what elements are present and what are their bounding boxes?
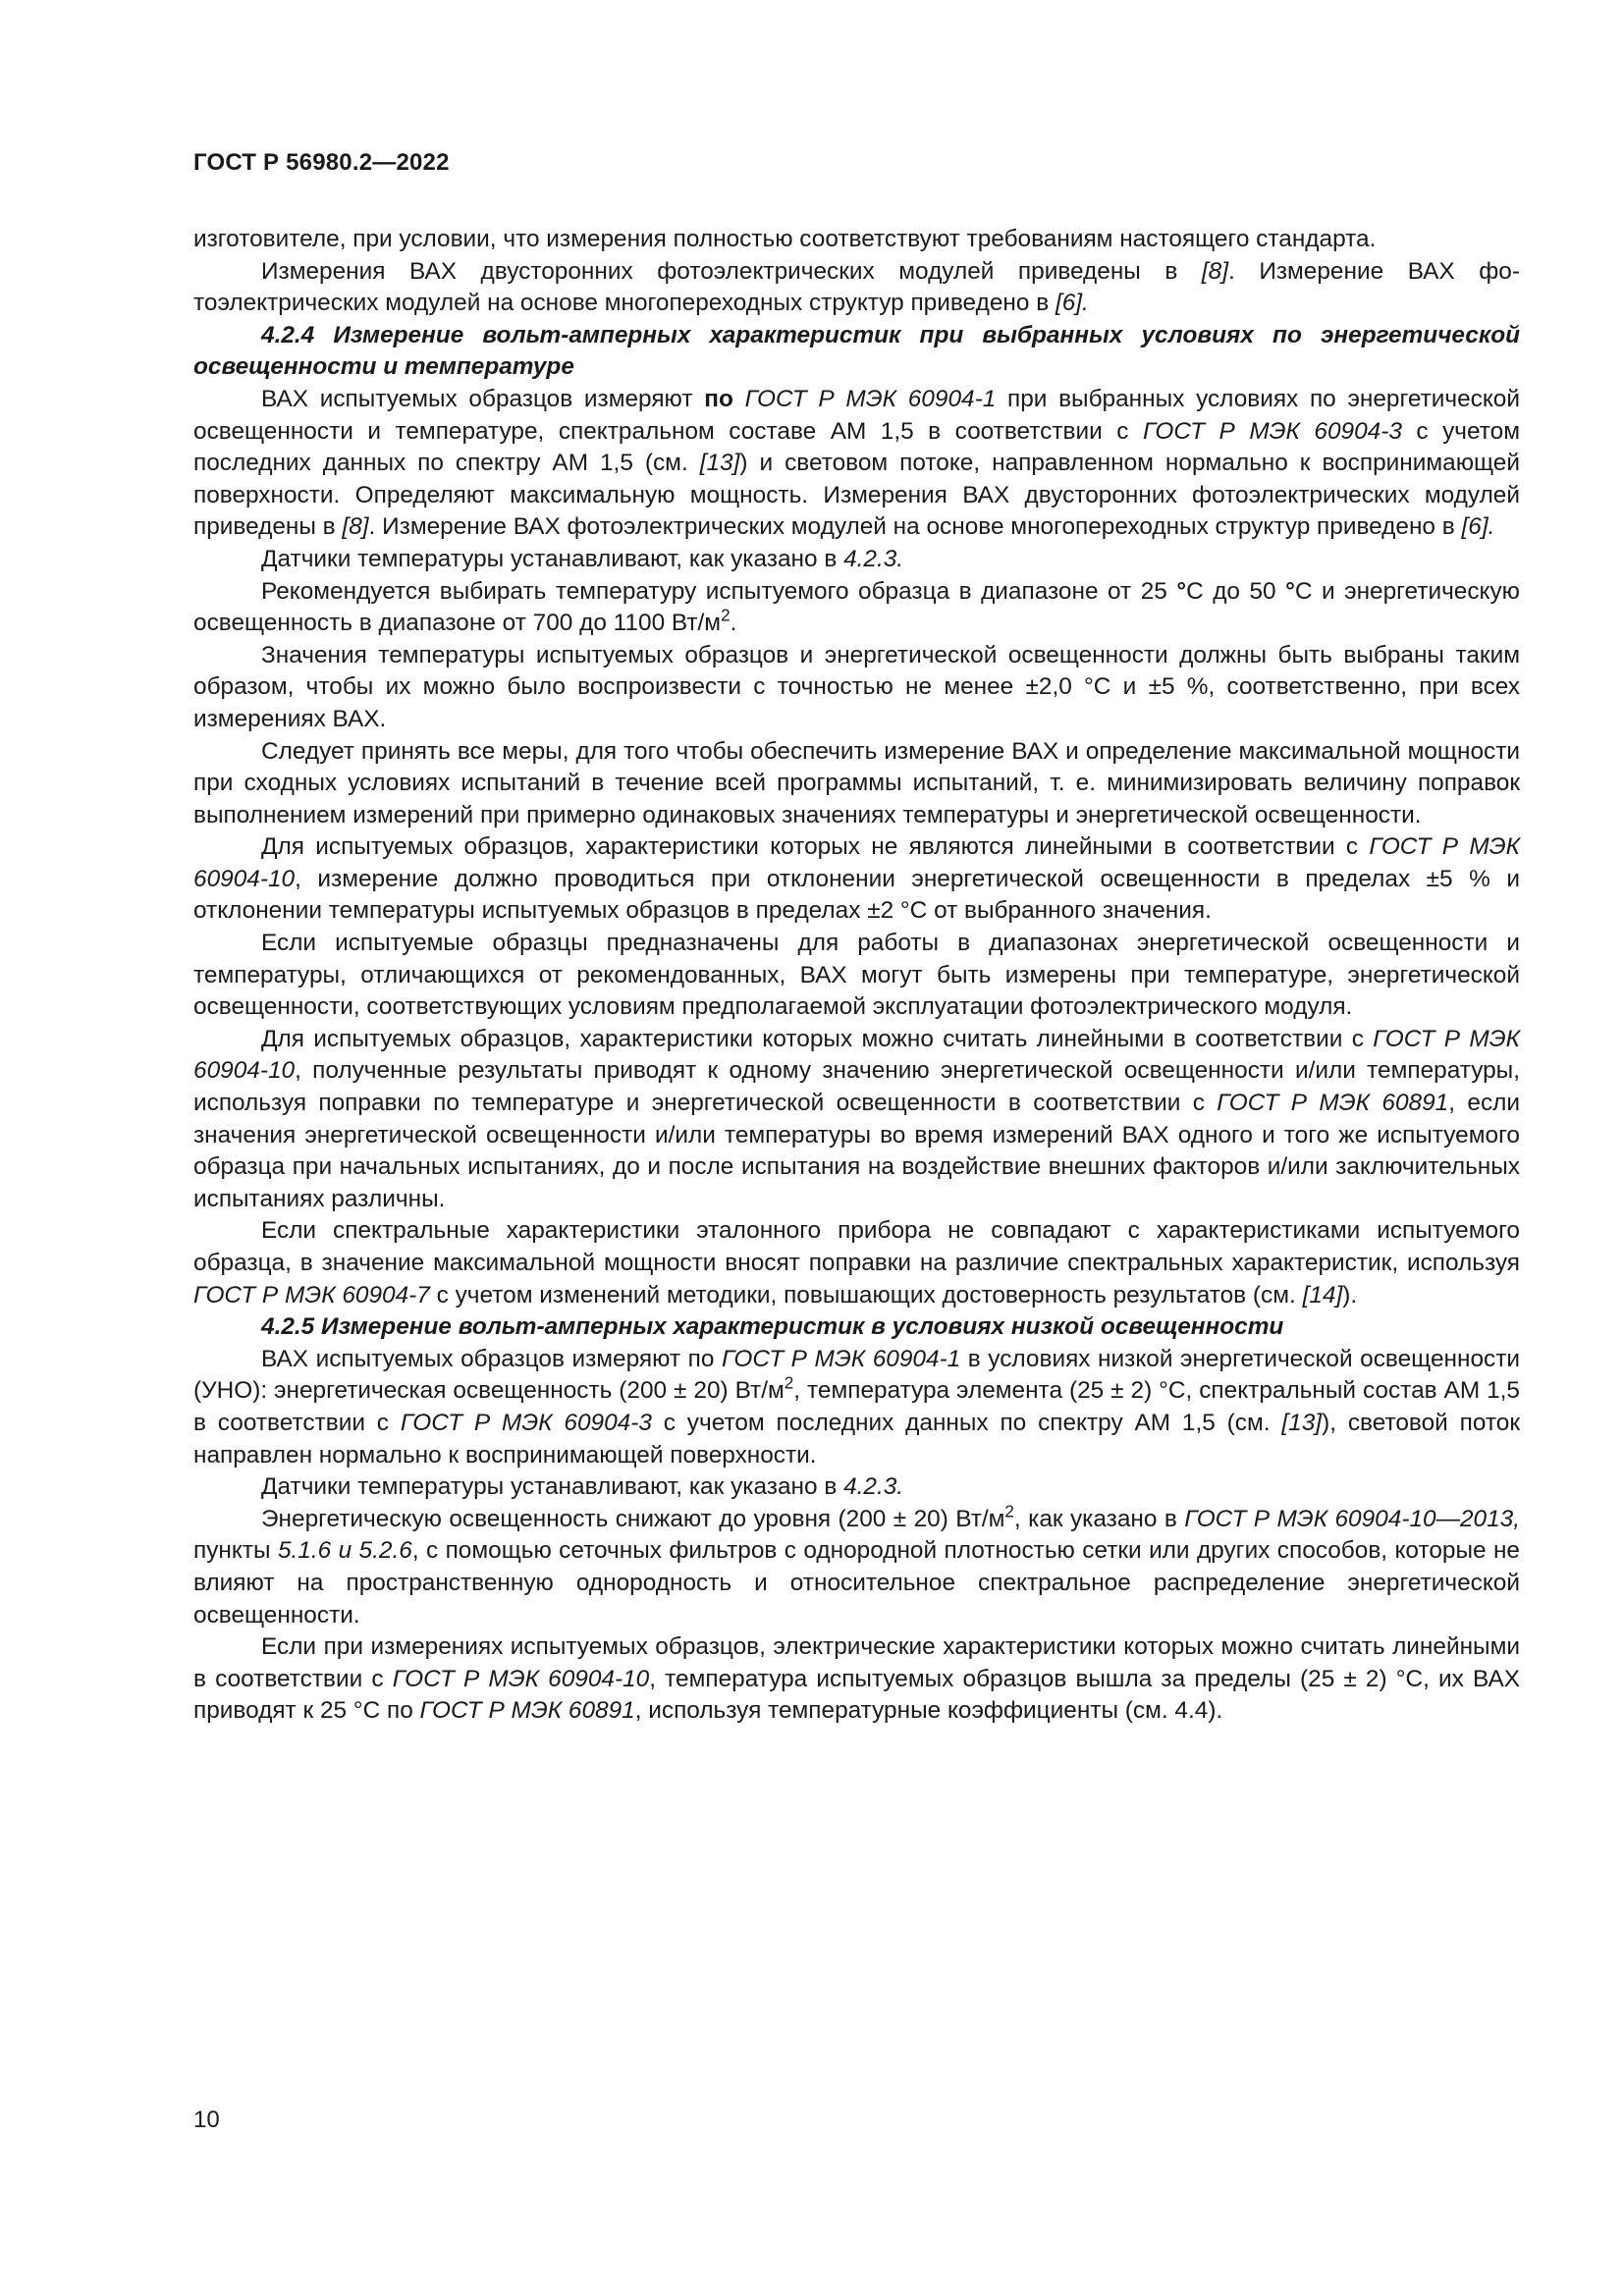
- paragraph-5: [193, 576, 1520, 640]
- text-run: ВАХ испытуемых образцов измеряют по: [261, 1345, 722, 1372]
- paragraph-12: [193, 1344, 1520, 1471]
- text-run: Энергетическую освещенность снижают до уровня (200 ± 20) Вт/м: [261, 1505, 1005, 1532]
- paragraph-15: [193, 1631, 1520, 1728]
- text-run: .: [730, 610, 737, 637]
- paragraph-6: Значения температуры испытуемых образцов и энергетической освещенности должны быть выбраны таким образом, чтобы их можно было воспроизвести с точностью не менее ±2,0 °С и ±5 %, соответственно, при всех измерениях ВАХ.: [193, 641, 1520, 732]
- text-run: Для испытуемых образцов, характеристики которых можно считать линейными в соответствии с: [261, 1025, 1374, 1052]
- text-run: , температура элемента (25 ± 2) °С, спектральный состав АМ 1,5 в соответствии с: [193, 1377, 1520, 1436]
- text-run: с учетом последних данных по спектру АМ 1,5 (см.: [193, 417, 1520, 477]
- text-run: Если спектральные характеристики эталонного прибора не совпадают с характеристиками испытуемого образца, в значение максимальной мощности вносят поправки на различие спектральных характеристик, используя: [193, 1217, 1520, 1276]
- text-run: С и энергетическую освещенность в диапазоне от 700 до 1100 Вт/м: [193, 577, 1520, 637]
- text-run: , температура испытуемых образцов вышла за пределы (25 ± 2) °С, их ВАХ приводят к 25 °С по: [193, 1665, 1520, 1725]
- superscript: 2: [784, 1373, 794, 1393]
- text-run: Датчики температуры устанавливают, как указано в: [261, 545, 844, 572]
- superscript: 2: [1004, 1502, 1014, 1522]
- text-run: Датчики температуры устанавливают, как указано в: [261, 1473, 844, 1501]
- text-run: при выбранных условиях по энергетической освещенности и температуре, спектральном составе АМ 1,5 в соответствии с: [193, 385, 1521, 445]
- text-run: с учетом изменений методики, повышающих достоверность результатов (см.: [429, 1281, 1303, 1308]
- document-header: ГОСТ Р 56980.2—2022: [193, 149, 450, 176]
- text-run: Для испытуемых образцов, характеристики которых не являются линейными в соответствии с: [261, 833, 1370, 861]
- paragraph-8: [193, 831, 1520, 928]
- paragraph-3: [193, 384, 1520, 544]
- clause-reference: 5.1.6 и 5.2.6: [277, 1537, 412, 1565]
- section-heading-4-2-5: 4.2.5 Измерение вольт-амперных характеристик в условиях низкой освещенности: [261, 1313, 1284, 1341]
- text-run: . Измерение ВАХ фотоэлектрических модулей на основе многопереходных структур приведено в: [368, 513, 1462, 541]
- standard-reference: ГОСТ Р МЭК 60904-10: [193, 833, 1520, 892]
- page-number: 10: [193, 2107, 220, 2133]
- degree-symbol: °: [1176, 577, 1187, 605]
- reference: [6].: [1055, 290, 1089, 317]
- paragraph-7: Следует принять все меры, для того чтобы обеспечить измерение ВАХ и определение максимальной мощности при сходных условиях испытаний в течение всей программы испытаний, т. е. минимизировать величину поправок выполнением измерений при примерно одинаковых значениях температуры и энергетической освещенности.: [193, 737, 1520, 828]
- reference: [8]: [1201, 257, 1228, 285]
- standard-reference: ГОСТ Р МЭК 60904-1: [744, 385, 997, 412]
- paragraph-13: [193, 1471, 1520, 1504]
- paragraph-9: Если испытуемые образцы предназначены для работы в диапазонах энергетической освещенности и температуры, отличающихся от рекомендованных, ВАХ могут быть измерены при температуре, энергетической освещенности, соответствующих условиям предполагаемой эксплуатации фотоэлектрического модуля.: [193, 930, 1520, 1021]
- paragraph-14: [193, 1504, 1520, 1631]
- text-run: в условиях низкой энергетической освещенности (УНО): энергетическая освещенность (200 ± 20) Вт/м: [193, 1345, 1521, 1405]
- text-run: пункты: [193, 1537, 278, 1565]
- text-run: ).: [1342, 1281, 1358, 1308]
- reference: [6].: [1461, 513, 1495, 541]
- text-run: , если значения энергетической освещенности и/или температуры во время измерений ВАХ одного и того же испытуемого образца при начальных испытаниях, до и после испытания на воздействие внешних факторов и/или заключительных испытаниях различны.: [193, 1090, 1520, 1212]
- text-run: , используя температурные коэффициенты (см. 4.4).: [634, 1697, 1223, 1725]
- reference: [14]: [1302, 1281, 1343, 1308]
- text-run: Если при измерениях испытуемых образцов, электрические характеристики которых можно считать линейными в соответствии с: [193, 1633, 1520, 1692]
- reference: [13]: [1281, 1409, 1323, 1436]
- reference: [13]: [699, 450, 740, 477]
- standard-reference: ГОСТ Р МЭК 60904-10: [392, 1665, 650, 1692]
- text-run: Измерения ВАХ двусторонних фотоэлектрических модулей приведены в: [261, 257, 1202, 285]
- body-text: [193, 224, 1520, 1728]
- standard-reference: ГОСТ Р МЭК 60891: [1217, 1090, 1449, 1117]
- paragraph-4: [193, 544, 1520, 576]
- section-reference: 4.2.3.: [843, 545, 904, 572]
- superscript: 2: [721, 606, 731, 625]
- standard-reference: ГОСТ Р МЭК 60904-7: [193, 1281, 430, 1308]
- text-run: ВАХ испытуемых образцов измеряют: [261, 385, 705, 412]
- standard-reference: ГОСТ Р МЭК 60891: [419, 1697, 635, 1725]
- section-reference: 4.2.3.: [843, 1473, 904, 1501]
- text-run: , как указано в: [1013, 1505, 1185, 1532]
- text-run: , измерение должно проводиться при отклонении энергетической освещенности в пределах ±5 % и отклонении температуры испытуемых образцов в пределах ±2 °С от выбранного значения.: [193, 865, 1520, 925]
- text-run: . Измерение ВАХ фотоэлектрических модулей на основе многопереходных структур приведено в: [193, 257, 1520, 317]
- bold-word: по: [704, 385, 733, 412]
- standard-reference: ГОСТ Р МЭК 60904-10—2013,: [1184, 1505, 1520, 1532]
- paragraph-10: [193, 1024, 1520, 1216]
- text-run: с учетом последних данных по спектру АМ 1,5 (см.: [651, 1409, 1282, 1436]
- text-run: С до 50: [1186, 577, 1286, 605]
- text-run: [733, 386, 745, 412]
- paragraph-1: изготовителе, при условии, что измерения полностью соответствуют требованиям настоящего стандарта.: [193, 226, 1377, 252]
- section-heading-4-2-4: 4.2.4 Измерение вольт-амперных характеристик при выбранных условиях по энергетической освещенности и температуре: [193, 321, 1520, 381]
- standard-reference: ГОСТ Р МЭК 60904-1: [721, 1345, 961, 1372]
- text-run: , полученные результаты приводят к одному значению энергетической освещенности и/или температуры, используя поправки по температуре и энергетической освещенности в соответствии с: [193, 1057, 1520, 1117]
- standard-reference: ГОСТ Р МЭК 60904-10: [193, 1025, 1520, 1085]
- standard-reference: ГОСТ Р МЭК 60904-3: [1142, 417, 1402, 445]
- reference: [8]: [342, 513, 369, 541]
- text-run: ), световой поток направлен нормально к воспринимающей поверхности.: [193, 1409, 1521, 1468]
- standard-reference: ГОСТ Р МЭК 60904-3: [400, 1409, 652, 1436]
- text-run: , с помощью сеточных фильтров с однородной плотностью сетки или других способов, которые не влияют на пространственную однородность и относительное спектральное распределение энергетической освещенности.: [193, 1537, 1521, 1629]
- degree-symbol: °: [1285, 577, 1295, 605]
- paragraph-2: [193, 256, 1520, 320]
- text-run: Рекомендуется выбирать температуру испытуемого образца в диапазоне от 25: [261, 577, 1177, 605]
- text-run: ) и световом потоке, направленном нормально к воспринимающей поверхности. Определяют максимальную мощность. Измерения ВАХ двусторонних фотоэлектрических модулей приведены в: [193, 450, 1520, 541]
- paragraph-11: [193, 1215, 1520, 1311]
